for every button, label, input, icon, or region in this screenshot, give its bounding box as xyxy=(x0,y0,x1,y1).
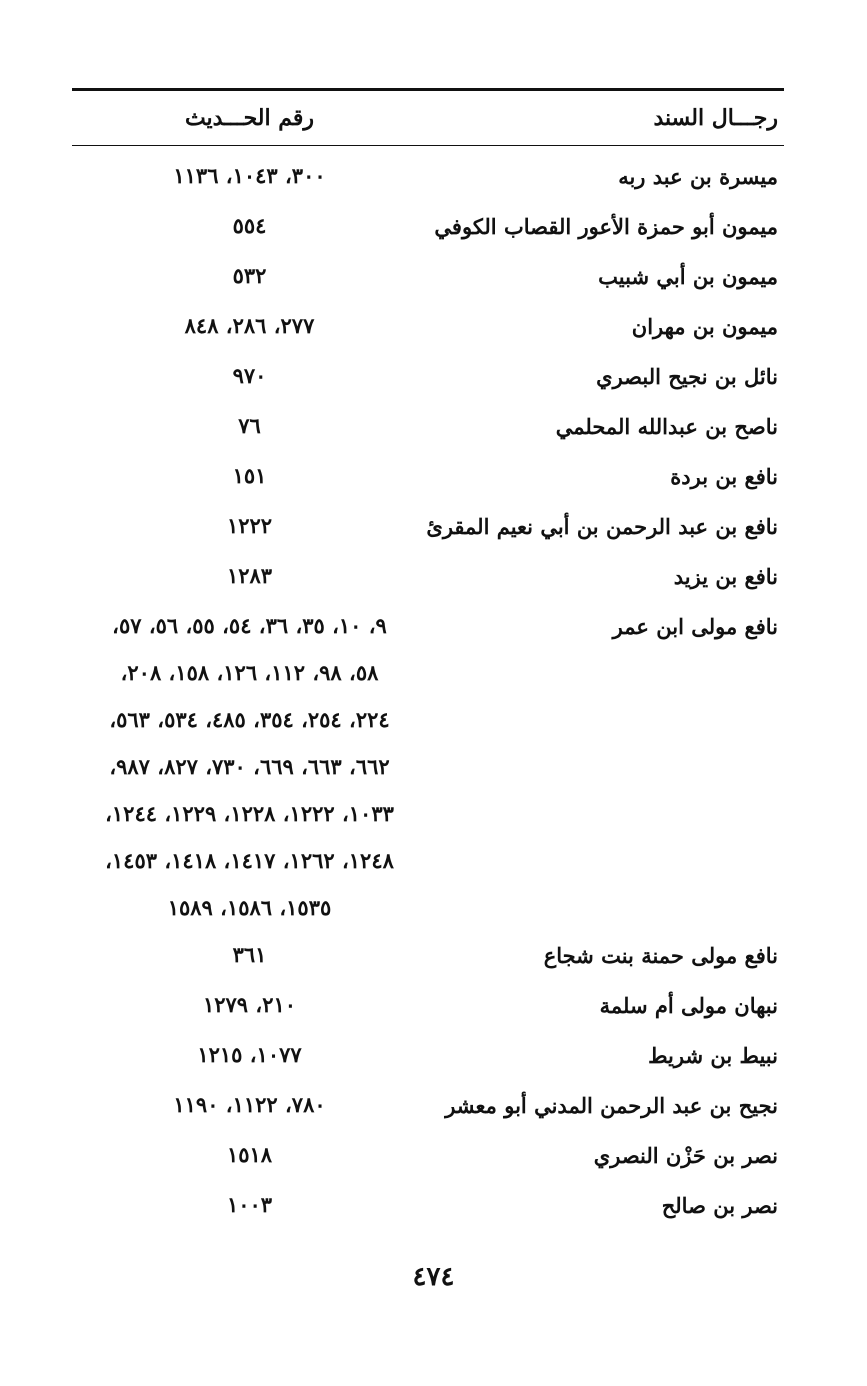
narrator-name: ميمون بن مهران xyxy=(631,314,778,339)
hadith-numbers xyxy=(72,152,427,200)
hadith-numbers xyxy=(72,1131,427,1179)
narrator-row xyxy=(72,302,784,352)
narrator-row xyxy=(72,402,784,452)
narrator-row xyxy=(72,502,784,552)
narrator-name: ناصح بن عبدالله المحلمي xyxy=(555,414,778,439)
narrator-name: نبيط بن شريط xyxy=(648,1043,778,1068)
narrator-name: نافع مولى ابن عمر xyxy=(612,614,778,639)
hadith-numbers-line: ١٢٨٣ xyxy=(226,563,273,588)
narrator-row xyxy=(72,452,784,502)
narrator-name: نافع بن يزيد xyxy=(673,564,778,589)
narrator-name: نبهان مولى أم سلمة xyxy=(599,993,778,1018)
narrator-name: نافع بن عبد الرحمن بن أبي نعيم المقرئ xyxy=(426,514,778,539)
hadith-numbers xyxy=(72,552,427,600)
hadith-numbers-line: ٩، ١٠، ٣٥، ٣٦، ٥٤، ٥٥، ٥٦، ٥٧، xyxy=(112,613,387,638)
narrator-name: نافع مولى حمنة بنت شجاع xyxy=(543,943,778,968)
hadith-numbers-line: ٩٧٠ xyxy=(232,363,267,388)
hadith-numbers xyxy=(72,602,427,931)
hadith-numbers xyxy=(72,302,427,350)
hadith-numbers xyxy=(72,502,427,550)
hadith-numbers-line: ٥٥٤ xyxy=(232,213,267,238)
narrator-row xyxy=(72,1031,784,1081)
hadith-numbers xyxy=(72,1181,427,1229)
hadith-numbers xyxy=(72,352,427,400)
narrator-name: ميمون أبو حمزة الأعور القصاب الكوفي xyxy=(434,214,778,239)
narrator-row xyxy=(72,352,784,402)
hadith-numbers-line: ١٠٧٧، ١٢١٥ xyxy=(197,1042,302,1067)
hadith-numbers-line: ١٥١ xyxy=(232,463,267,488)
table-header xyxy=(72,91,784,145)
page-number: ٤٧٤ xyxy=(412,1262,455,1292)
hadith-numbers-line: ١٥١٨ xyxy=(226,1142,273,1167)
narrator-row xyxy=(72,252,784,302)
hadith-numbers-line: ٧٦ xyxy=(238,413,261,438)
hadith-numbers xyxy=(72,452,427,500)
header-hadith-numbers: رقم الحـــديث xyxy=(184,105,315,131)
narrator-name: نائل بن نجيح البصري xyxy=(596,364,778,389)
header-narrators: رجـــال السند xyxy=(653,105,778,131)
narrator-row xyxy=(72,602,784,931)
hadith-numbers-line: ٣٠٠، ١٠٤٣، ١١٣٦ xyxy=(173,163,326,188)
narrator-row xyxy=(72,1181,784,1231)
hadith-numbers xyxy=(72,931,427,979)
narrator-name: ميسرة بن عبد ربه xyxy=(618,164,778,189)
hadith-numbers xyxy=(72,202,427,250)
narrator-row xyxy=(72,1131,784,1181)
hadith-numbers xyxy=(72,1031,427,1079)
hadith-numbers xyxy=(72,252,427,300)
hadith-numbers-line: ٢١٠، ١٢٧٩ xyxy=(202,992,297,1017)
narrator-name: ميمون بن أبي شبيب xyxy=(598,264,778,289)
narrator-row xyxy=(72,552,784,602)
narrator-list xyxy=(72,146,784,1231)
narrator-row xyxy=(72,1081,784,1131)
narrator-row xyxy=(72,981,784,1031)
index-page xyxy=(72,88,784,1231)
hadith-numbers-line: ٥٣٢ xyxy=(232,263,267,288)
hadith-numbers-line: ٢٧٧، ٢٨٦، ٨٤٨ xyxy=(184,313,315,338)
hadith-numbers xyxy=(72,1081,427,1129)
hadith-numbers-line: ٧٨٠، ١١٢٢، ١١٩٠ xyxy=(173,1092,326,1117)
hadith-numbers-line: ٣٦١ xyxy=(232,942,267,967)
hadith-numbers-line: ٢٢٤، ٢٥٤، ٣٥٤، ٤٨٥، ٥٣٤، ٥٦٣، xyxy=(109,707,390,732)
hadith-numbers-line: ١٥٣٥، ١٥٨٦، ١٥٨٩ xyxy=(167,895,332,920)
narrator-row xyxy=(72,202,784,252)
hadith-numbers-line: ١٠٣٣، ١٢٢٢، ١٢٢٨، ١٢٢٩، ١٢٤٤، xyxy=(105,801,394,826)
hadith-numbers-line: ١٢٢٢ xyxy=(226,513,273,538)
narrator-row xyxy=(72,152,784,202)
narrator-name: نافع بن بردة xyxy=(670,464,778,489)
hadith-numbers xyxy=(72,402,427,450)
hadith-numbers-line: ٥٨، ٩٨، ١١٢، ١٢٦، ١٥٨، ٢٠٨، xyxy=(120,660,379,685)
hadith-numbers-line: ١٠٠٣ xyxy=(226,1192,273,1217)
hadith-numbers-line: ١٢٤٨، ١٢٦٢، ١٤١٧، ١٤١٨، ١٤٥٣، xyxy=(105,848,394,873)
narrator-row xyxy=(72,931,784,981)
hadith-numbers-line: ٦٦٢، ٦٦٣، ٦٦٩، ٧٣٠، ٨٢٧، ٩٨٧، xyxy=(109,754,390,779)
narrator-name: نجيح بن عبد الرحمن المدني أبو معشر xyxy=(445,1093,778,1118)
hadith-numbers xyxy=(72,981,427,1029)
narrator-name: نصر بن حَزْن النصري xyxy=(593,1143,778,1168)
narrator-name: نصر بن صالح xyxy=(661,1193,778,1218)
